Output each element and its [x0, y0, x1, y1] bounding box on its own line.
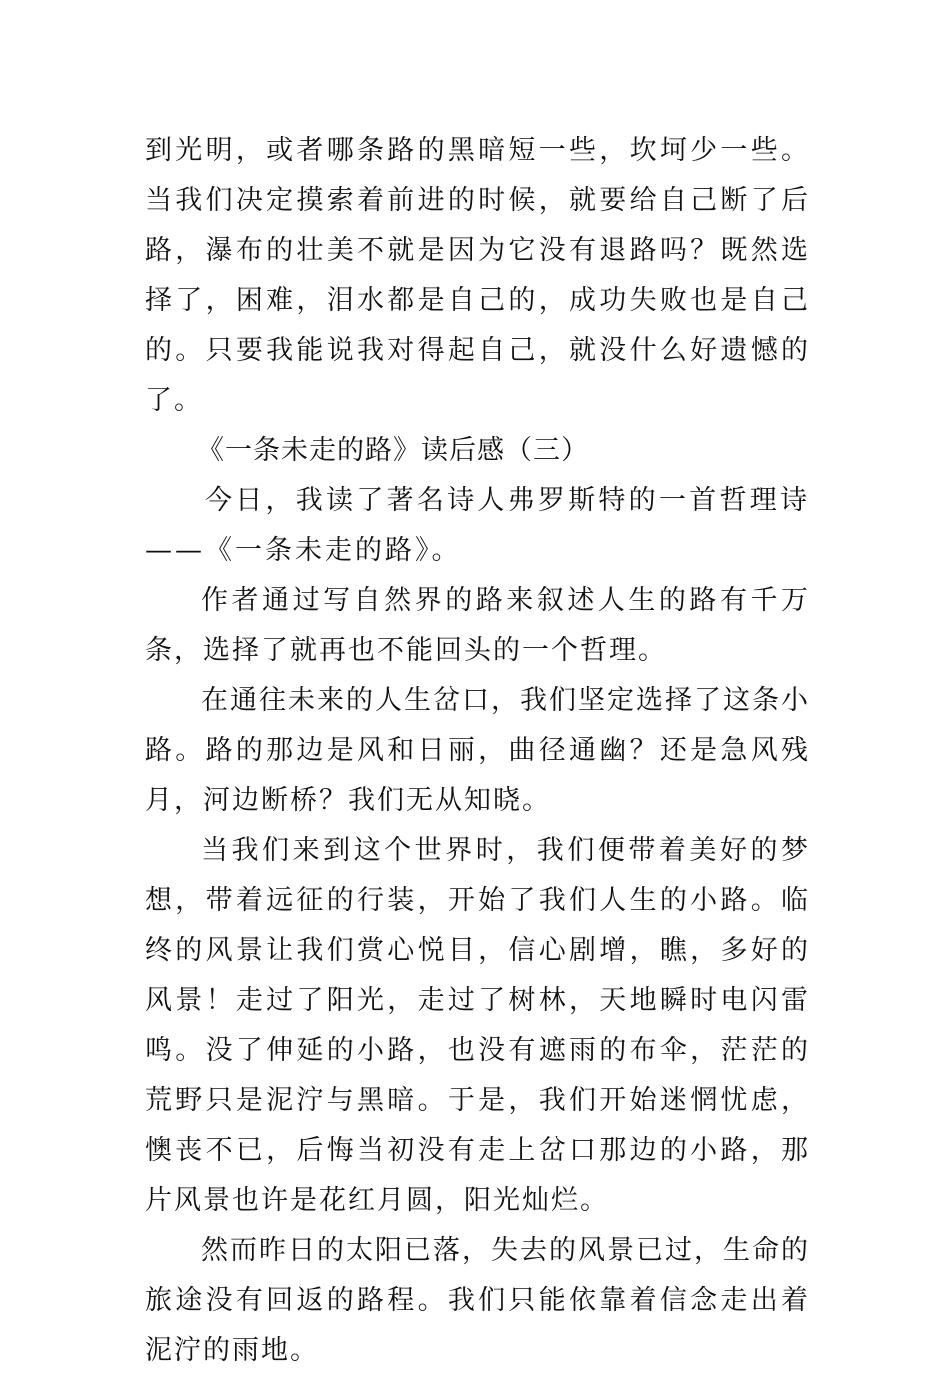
paragraph-1: 今日，我读了著名诗人弗罗斯特的一首哲理诗——《一条未走的路》。 [145, 485, 810, 566]
document-body [145, 126, 810, 1376]
section-title: 《一条未走的路》读后感（三） [197, 435, 589, 466]
continuation-paragraph: 到光明，或者哪条路的黑暗短一些，坎坷少一些。当我们决定摸索着前进的时候，就要给自己断了后路，瀑布的壮美不就是因为它没有退路吗？既然选择了，困难，泪水都是自己的，成功失败也是自己的。只要我能说我对得起自己，就没什么好遗憾的了。 [145, 135, 810, 416]
paragraph-2: 作者通过写自然界的路来叙述人生的路有千万条，选择了就再也不能回头的一个哲理。 [145, 585, 810, 666]
paragraph-4: 当我们来到这个世界时，我们便带着美好的梦想，带着远征的行装，开始了我们人生的小路。临终的风景让我们赏心悦目，信心剧增，瞧，多好的风景！走过了阳光，走过了树林，天地瞬时电闪雷鸣。没了伸延的小路，也没有遮雨的布伞，茫茫的荒野只是泥泞与黑暗。于是，我们开始迷惘忧虑，懊丧不已，后悔当初没有走上岔口那边的小路，那片风景也许是花红月圆，阳光灿烂。 [145, 835, 810, 1216]
paragraph-5: 然而昨日的太阳已落，失去的风景已过，生命的旅途没有回返的路程。我们只能依靠着信念走出着泥泞的雨地。 [145, 1235, 810, 1366]
paragraph-3: 在通往未来的人生岔口，我们坚定选择了这条小路。路的那边是风和日丽，曲径通幽？还是急风残月，河边断桥？我们无从知晓。 [145, 685, 810, 816]
